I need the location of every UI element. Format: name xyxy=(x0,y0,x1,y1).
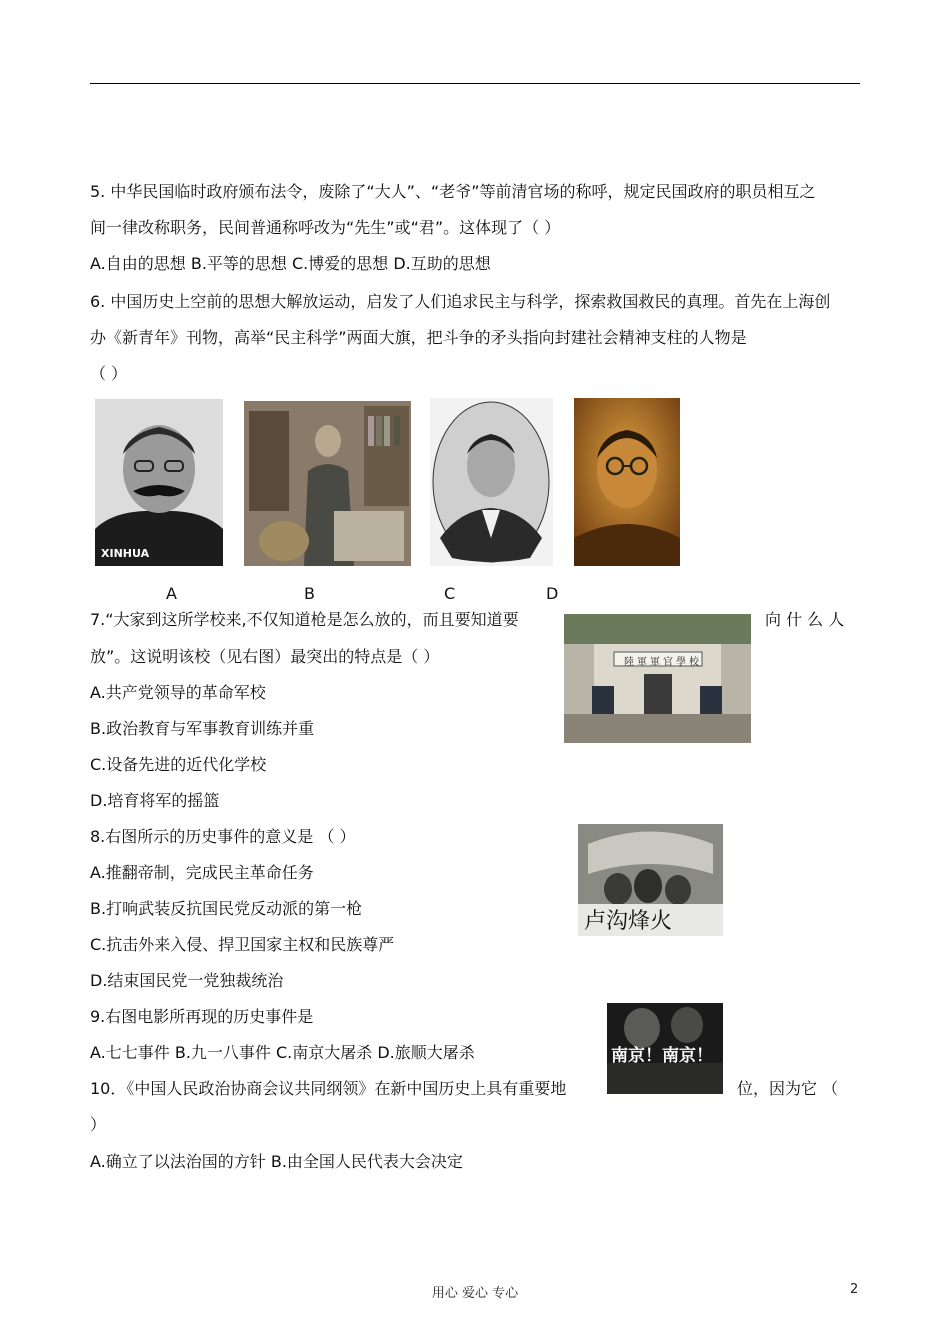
q8-option-a: A.推翻帝制，完成民主革命任务 xyxy=(90,863,314,882)
q8-stem: 8.右图所示的历史事件的意义是 （ ） xyxy=(90,827,356,846)
q6-stem-line3: （ ） xyxy=(90,364,128,383)
page-number: 2 xyxy=(850,1282,859,1297)
q6-stem-line2: 办《新青年》刊物，高举“民主科学”两面大旗，把斗争的矛头指向封建社会精神支柱的人物是 xyxy=(90,328,747,347)
q9-stem: 9.右图电影所再现的历史事件是 xyxy=(90,1007,314,1026)
q6-stem-line1: 6. 中国历史上空前的思想大解放运动，启发了人们追求民主与科学，探索救国救民的真理。首先在上海创 xyxy=(90,292,831,311)
q9-options: A.七七事件 B.九一八事件 C.南京大屠杀 D.旅顺大屠杀 xyxy=(90,1043,475,1062)
photo-label-d: D xyxy=(546,584,559,603)
q7-option-b: B.政治教育与军事教育训练并重 xyxy=(90,719,315,738)
xinhua-watermark: XINHUA xyxy=(101,547,150,560)
q8-option-c: C.抗击外来入侵、捍卫国家主权和民族尊严 xyxy=(90,935,395,954)
header-rule xyxy=(90,83,860,84)
q7-option-c: C.设备先进的近代化学校 xyxy=(90,755,267,774)
portrait-d-photo xyxy=(574,398,680,566)
q7-stem-line1: 7.“大家到这所学校来,不仅知道枪是怎么放的，而且要知道要 xyxy=(90,610,519,629)
q8-option-b: B.打响武装反抗国民党反动派的第一枪 xyxy=(90,899,363,918)
q5-stem-line1: 5. 中华民国临时政府颁布法令，废除了“大人”、“老爷”等前清官场的称呼，规定民国政府的职员相互之 xyxy=(90,182,816,201)
q10-stem-line1-tail: 位，因为它 （ xyxy=(737,1079,839,1098)
photo-label-a: A xyxy=(166,584,177,603)
q7-stem-line1-tail: 向 什 么 人 xyxy=(765,610,845,629)
q8-option-d: D.结束国民党一党独裁统治 xyxy=(90,971,284,990)
nanjing-film-poster xyxy=(607,1003,723,1094)
q7-option-d: D.培育将军的摇篮 xyxy=(90,791,220,810)
q5-stem-line2: 间一律改称职务，民间普通称呼改为“先生”或“君”。这体现了（ ） xyxy=(90,218,561,237)
q10-options: A.确立了以法治国的方针 B.由全国人民代表大会决定 xyxy=(90,1152,463,1171)
portrait-a-photo xyxy=(95,399,223,566)
academy-sign: 陸軍軍官學校 xyxy=(624,657,702,668)
q5-options: A.自由的思想 B.平等的思想 C.博爱的思想 D.互助的思想 xyxy=(90,254,491,273)
portrait-b-photo xyxy=(244,401,411,566)
photo-label-c: C xyxy=(444,584,456,603)
portrait-c-photo xyxy=(430,398,553,566)
q10-stem-line1: 10．《中国人民政治协商会议共同纲领》在新中国历史上具有重要地 xyxy=(90,1079,567,1098)
lugou-bridge-photo xyxy=(578,824,723,936)
photo-label-b: B xyxy=(304,584,315,603)
military-academy-photo xyxy=(564,614,751,743)
nanjing-poster-title: 南京！南京！ xyxy=(611,1046,713,1066)
lugou-caption: 卢沟烽火 xyxy=(584,909,673,934)
q7-stem-line2: 放”。这说明该校（见右图）最突出的特点是（ ） xyxy=(90,647,440,666)
page-footer: 用心 爱心 专心 xyxy=(431,1286,519,1301)
q10-stem-line2: ） xyxy=(90,1115,107,1134)
q7-option-a: A.共产党领导的革命军校 xyxy=(90,683,266,702)
